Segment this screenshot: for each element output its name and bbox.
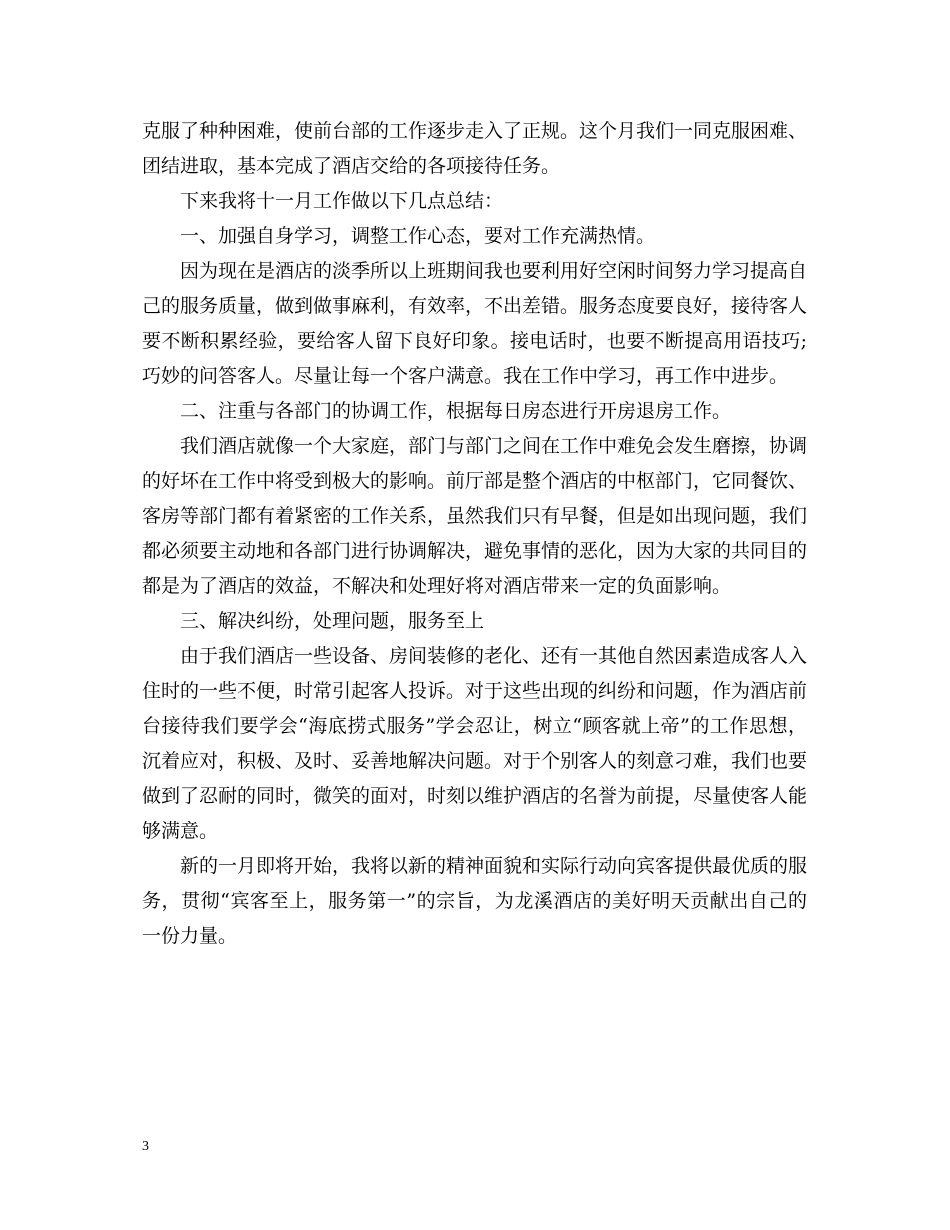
- paragraph-coordination: 我们酒店就像一个大家庭，部门与部门之间在工作中难免会发生磨擦，协调的好坏在工作中将受到极大的影响。前厅部是整个酒店的中枢部门，它同餐饮、客房等部门都有着紧密的工作关系，虽然我们只有早餐，但是如出现问题，我们都必须要主动地和各部门进行协调解决，避免事情的恶化，因为大家的共同目的都是为了酒店的效益，不解决和处理好将对酒店带来一定的负面影响。: [142, 435, 808, 597]
- paragraph-disputes: 由于我们酒店一些设备、房间装修的老化、还有一其他自然因素造成客人入住时的一些不便，时常引起客人投诉。对于这些出现的纠纷和问题，作为酒店前台接待我们要学会“海底捞式服务”学会忍让，树立“顾客就上帝”的工作思想，沉着应对，积极、及时、妥善地解决问题。对于个别客人的刻意刁难，我们也要做到了忍耐的同时，微笑的面对，时刻以维护酒店的名誉为前提，尽量使客人能够满意。: [142, 645, 808, 842]
- section-heading-3: 三、解决纠纷，处理问题，服务至上: [180, 610, 485, 632]
- paragraph-summary-intro: 下来我将十一月工作做以下几点总结：: [180, 190, 504, 212]
- body-text: [142, 114, 807, 954]
- paragraph-continuation: 克服了种种困难，使前台部的工作逐步走入了正规。这个月我们一同克服困难、团结进取，基本完成了酒店交给的各项接待任务。: [142, 120, 808, 177]
- paragraph-self-study: 因为现在是酒店的淡季所以上班期间我也要利用好空闲时间努力学习提高自己的服务质量，做到做事麻利，有效率，不出差错。服务态度要良好，接待客人要不断积累经验，要给客人留下良好印象。接电话时，也要不断提高用语技巧;巧妙的问答客人。尽量让每一个客户满意。我在工作中学习，再工作中进步。: [142, 260, 808, 387]
- paragraph-closing: 新的一月即将开始，我将以新的精神面貌和实际行动向宾客提供最优质的服务，贯彻“宾客至上，服务第一”的宗旨，为龙溪酒店的美好明天贡献出自己的一份力量。: [142, 855, 808, 947]
- page-number: 3: [142, 1139, 149, 1154]
- section-heading-1: 一、加强自身学习，调整工作心态，要对工作充满热情。: [180, 225, 656, 247]
- section-heading-2: 二、注重与各部门的协调工作，根据每日房态进行开房退房工作。: [180, 400, 732, 422]
